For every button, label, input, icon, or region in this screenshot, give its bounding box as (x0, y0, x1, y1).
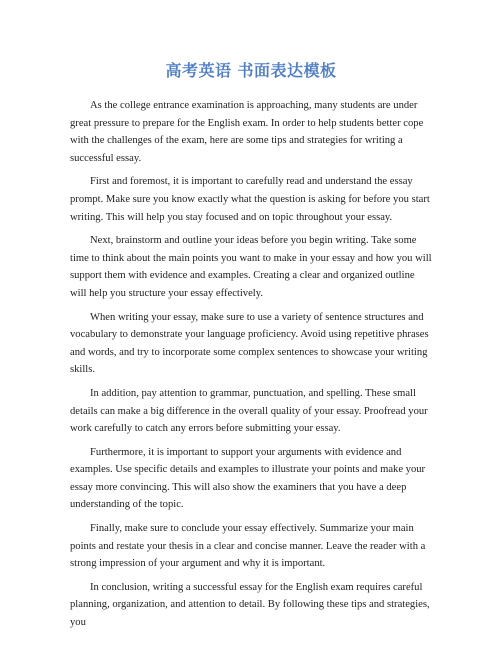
document-title: 高考英语 书面表达模板 (165, 61, 337, 80)
paragraph-read-prompt: First and foremost, it is important to carefully read and understand the essay prompt. Make sure you know exactly what the question is asking for before you start writing. This will help you stay focused and on topic throughout your essay. (70, 176, 430, 223)
paragraph-brainstorm: Next, brainstorm and outline your ideas before you begin writing. Take some time to think about the main points you want to make in your essay and how you will support them with evidence and examples. Creating a clear and organized outline will help you structure your essay effectively. (70, 235, 432, 299)
paragraph-conclusion: In conclusion, writing a successful essay for the English exam requires careful planning, organization, and attention to detail. By following these tips and strategies, you (70, 581, 430, 629)
paragraph-intro: As the college entrance examination is approaching, many students are under great pressure to prepare for the English exam. In order to help students better cope with the challenges of the exam, here are some tips and strategies for writing a successful essay. (70, 100, 424, 164)
paragraph-sentence-variety: When writing your essay, make sure to use a variety of sentence structures and vocabulary to demonstrate your language proficiency. Avoid using repetitive phrases and words, and try to incorporate some complex sentences to showcase your writing skills. (70, 311, 429, 376)
paragraph-grammar: In addition, pay attention to grammar, punctuation, and spelling. These small details can make a big difference in the overall quality of your essay. Proofread your work carefully to catch any errors before submitting your essay. (70, 387, 428, 435)
paragraph-evidence: Furthermore, it is important to support your arguments with evidence and examples. Use specific details and examples to illustrate your points and make your essay more convincing. This will also show the examiners that you have a deep understanding of the topic. (70, 446, 426, 511)
paragraph-conclude: Finally, make sure to conclude your essay effectively. Summarize your main points and restate your thesis in a clear and concise manner. Leave the reader with a strong impression of your argument and why it is important. (70, 523, 426, 570)
